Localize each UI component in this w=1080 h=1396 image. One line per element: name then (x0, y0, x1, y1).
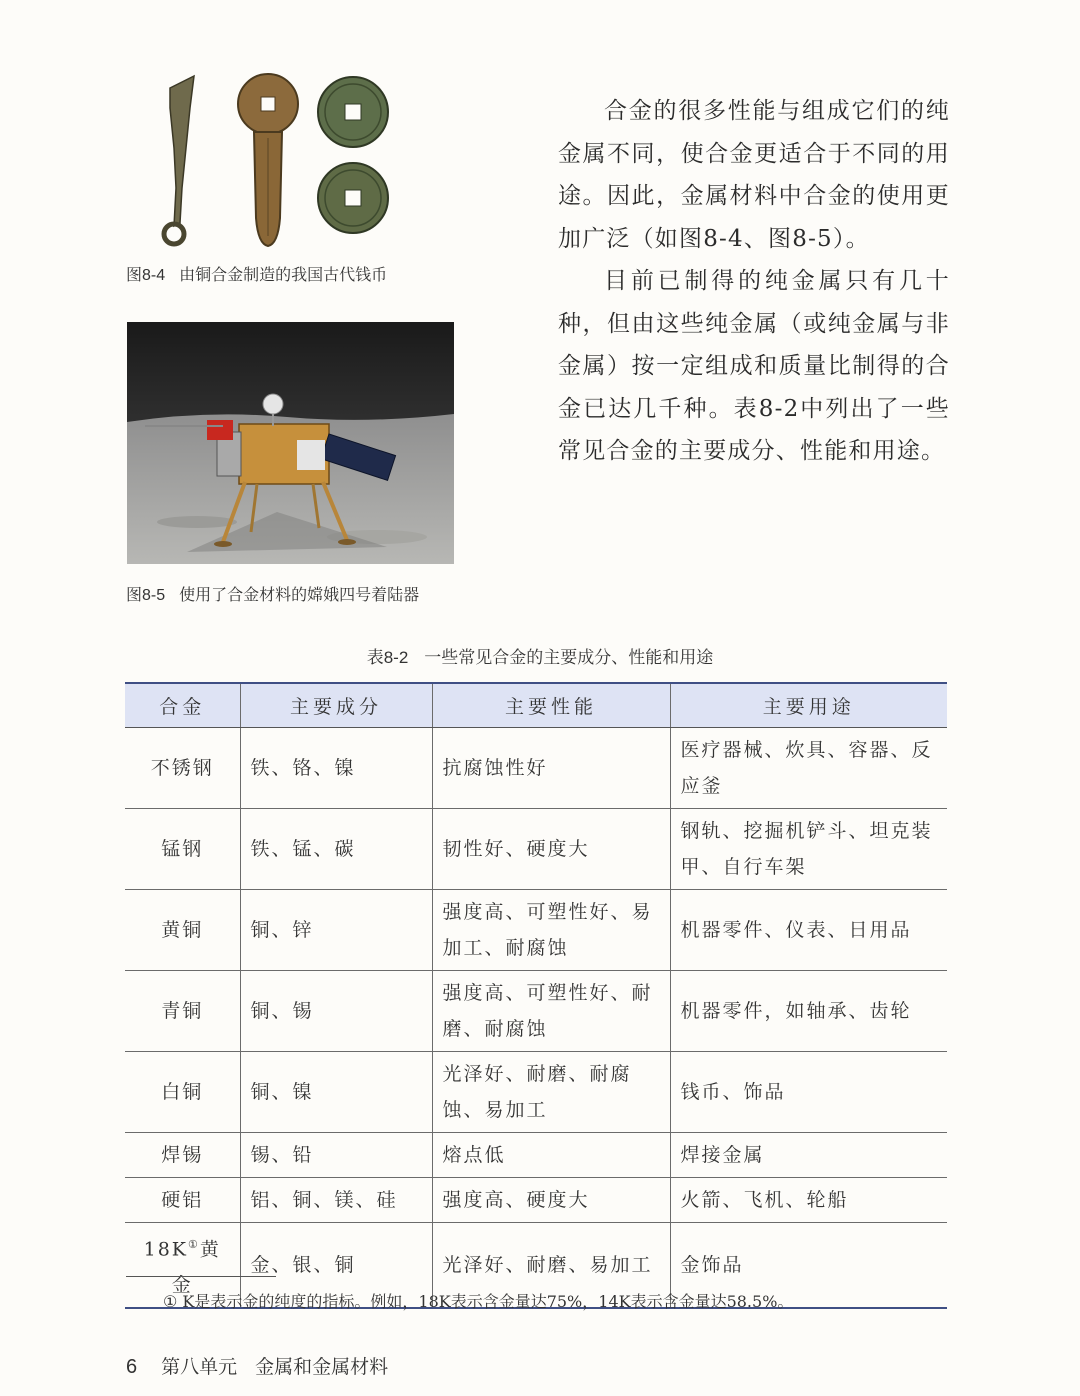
footnote-mark: ① (187, 1238, 200, 1251)
header-components: 主要成分 (240, 683, 432, 728)
figure-caption-text: 由铜合金制造的我国古代钱币 (179, 265, 388, 284)
footnote: ① K是表示金的纯度的指标。例如，18K表示含金量达75%，14K表示含金量达58.5%。 (163, 1292, 794, 1311)
table-row (125, 971, 947, 1052)
cell-alloy: 硬铝 (125, 1178, 240, 1223)
cell-alloy: 白铜 (125, 1052, 240, 1133)
spade-coin (238, 74, 298, 246)
table-row (125, 1133, 947, 1178)
cell-properties: 光泽好、耐磨、易加工 (432, 1223, 670, 1309)
round-coin-top (318, 77, 388, 147)
cell-alloy: 锰钢 (125, 809, 240, 890)
round-coin-bottom (318, 163, 388, 233)
cell-alloy: 焊锡 (125, 1133, 240, 1178)
cell-alloy: 青铜 (125, 971, 240, 1052)
cell-properties: 熔点低 (432, 1133, 670, 1178)
knife-coin (164, 76, 194, 244)
figure-number: 图8-5 (126, 587, 166, 604)
cell-uses: 机器零件、仪表、日用品 (670, 890, 947, 971)
cell-components: 铝、铜、镁、硅 (240, 1178, 432, 1223)
cell-properties: 强度高、硬度大 (432, 1178, 670, 1223)
figure-number: 图8-4 (126, 267, 166, 284)
ancient-coins-image (150, 68, 410, 258)
figure-caption-text: 使用了合金材料的嫦娥四号着陆器 (179, 585, 420, 604)
cell-uses: 焊接金属 (670, 1133, 947, 1178)
cell-components: 铜、镍 (240, 1052, 432, 1133)
cell-properties: 抗腐蚀性好 (432, 728, 670, 809)
header-uses: 主要用途 (670, 683, 947, 728)
cell-uses: 钢轨、挖掘机铲斗、坦克装甲、自行车架 (670, 809, 947, 890)
table-row (125, 1178, 947, 1223)
table-row (125, 890, 947, 971)
header-alloy: 合金 (125, 683, 240, 728)
cell-uses: 机器零件，如轴承、齿轮 (670, 971, 947, 1052)
cell-components: 金、银、铜 (240, 1223, 432, 1309)
cell-components: 铁、铬、镍 (240, 728, 432, 809)
footnote-divider (126, 1276, 276, 1277)
cell-properties: 光泽好、耐磨、耐腐蚀、易加工 (432, 1052, 670, 1133)
cell-components: 锡、铅 (240, 1133, 432, 1178)
alloys-table (125, 682, 947, 1309)
header-properties: 主要性能 (432, 683, 670, 728)
figure-8-4-caption (126, 262, 387, 285)
figure-8-5-caption (126, 582, 419, 605)
cell-properties: 韧性好、硬度大 (432, 809, 670, 890)
cell-uses: 医疗器械、炊具、容器、反应釜 (670, 728, 947, 809)
cell-properties: 强度高、可塑性好、耐磨、耐腐蚀 (432, 971, 670, 1052)
cell-alloy: 不锈钢 (125, 728, 240, 809)
unit-label: 第八单元 (161, 1356, 238, 1378)
table-number: 表8-2 (366, 648, 409, 667)
paragraph: 目前已制得的纯金属只有几十种，但由这些纯金属（或纯金属与非金属）按一定组成和质量比制得的合金已达几千种。表8-2中列出了一些常见合金的主要成分、性能和用途。 (558, 268, 950, 464)
table-header-row (125, 683, 947, 728)
cell-uses: 钱币、饰品 (670, 1052, 947, 1133)
cell-components: 铜、锡 (240, 971, 432, 1052)
cell-components: 铁、锰、碳 (240, 809, 432, 890)
cell-properties: 强度高、可塑性好、易加工、耐腐蚀 (432, 890, 670, 971)
cell-alloy: 黄铜 (125, 890, 240, 971)
paragraph: 合金的很多性能与组成它们的纯金属不同，使合金更适合于不同的用途。因此，金属材料中合金的使用更加广泛（如图8-4、图8-5）。 (558, 98, 950, 252)
table-title (0, 643, 1080, 668)
page-number: 6 (126, 1356, 138, 1378)
cell-components: 铜、锌 (240, 890, 432, 971)
body-text (558, 90, 950, 473)
cell-uses: 金饰品 (670, 1223, 947, 1309)
table-row (125, 809, 947, 890)
table-row (125, 728, 947, 809)
page-footer (126, 1352, 388, 1379)
unit-title: 金属和金属材料 (255, 1356, 389, 1378)
table-row (125, 1052, 947, 1133)
table-title-text: 一些常见合金的主要成分、性能和用途 (424, 648, 714, 668)
alloy-name: 黄金 (171, 1238, 221, 1297)
karat-value: 18K (143, 1238, 188, 1261)
cell-uses: 火箭、飞机、轮船 (670, 1178, 947, 1223)
chinese-flag (207, 420, 233, 440)
chang-e-4-lander-image (127, 322, 454, 564)
